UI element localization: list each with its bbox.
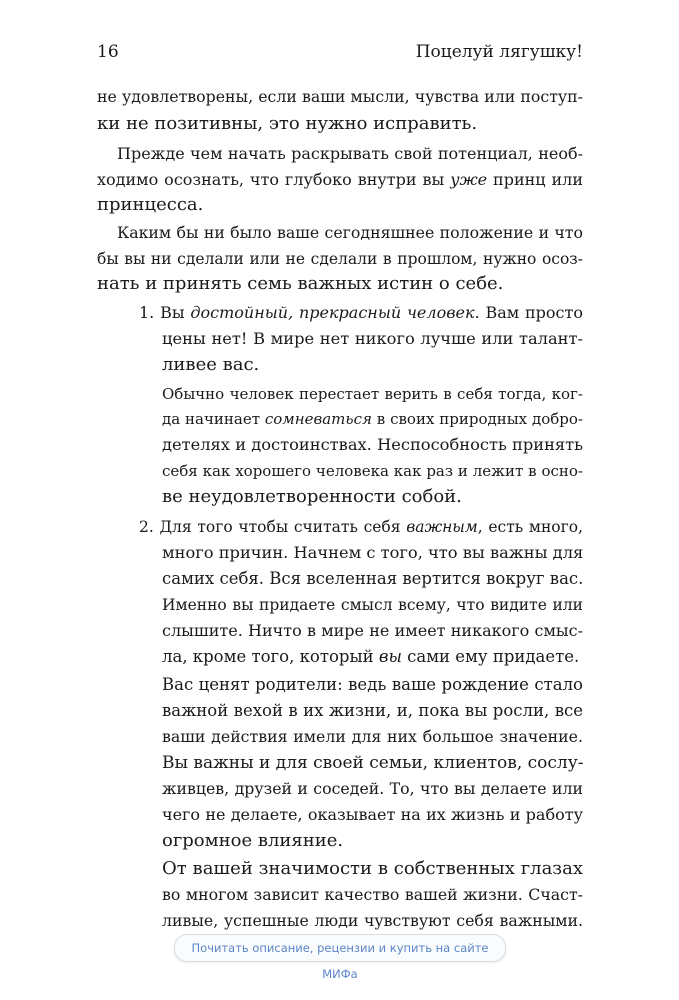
list-item-line: слышите. Ничто в мире не имеет никакого смыс- — [162, 621, 583, 640]
page-number: 16 — [97, 42, 119, 62]
list-item-line: себя как хорошего человека как раз и лежит в осно- — [162, 462, 583, 480]
list-item-line: ваши действия имели для них большое значение. — [162, 727, 583, 746]
list-item-line: ливее вас. — [162, 354, 260, 375]
list-item-line: много причин. Начнем с того, что вы важны для — [162, 543, 584, 562]
list-item-line: цены нет! В мире нет никого лучше или талант- — [162, 329, 583, 348]
list-item-line: самих себя. Вся вселенная вертится вокруг вас. — [162, 569, 584, 588]
paragraph-line: ходимо осознать, что глубоко внутри вы уже принц или — [97, 170, 584, 189]
paragraph-line: нать и принять семь важных истин о себе. — [97, 273, 504, 294]
paragraph-line: Прежде чем начать раскрывать свой потенциал, необ- — [117, 144, 583, 163]
list-item-line: огромное влияние. — [162, 830, 344, 851]
running-title: Поцелуй лягушку! — [415, 42, 583, 62]
paragraph-line: не удовлетворены, если ваши мысли, чувства или поступ- — [97, 87, 583, 106]
paragraph-line: ки не позитивны, это нужно исправить. — [97, 113, 478, 134]
paragraph-line: бы вы ни сделали или не сделали в прошлом, нужно осоз- — [97, 250, 583, 268]
list-item-line: чего не делаете, оказывает на их жизнь и работу — [162, 805, 583, 824]
list-item-line: важной вехой в их жизни, и, пока вы росли, все — [162, 701, 583, 720]
paragraph-line: принцесса. — [97, 194, 204, 215]
list-item-line: От вашей значимости в собственных глазах — [162, 858, 583, 879]
list-item-line: живцев, друзей и соседей. То, что вы делаете или — [162, 779, 583, 798]
list-item-line: детелях и достоинствах. Неспособность принять — [162, 435, 583, 454]
list-item-line: да начинает сомневаться в своих природных добро- — [162, 410, 583, 428]
list-item-line: ла, кроме того, который вы сами ему придаете. — [162, 647, 580, 666]
list-item-line: Именно вы придаете смысл всему, что видите или — [162, 596, 583, 614]
list-item-line: 1. Вы достойный, прекрасный человек. Вам просто — [139, 303, 583, 322]
page-header — [97, 42, 583, 66]
list-item-line: Вас ценят родители: ведь ваше рождение стало — [162, 675, 583, 694]
list-item-line: Обычно человек перестает верить в себя тогда, ког- — [162, 385, 583, 403]
list-item-line: Вы важны и для своей семьи, клиентов, сослу- — [162, 753, 584, 773]
list-item-line: ве неудовлетворенности собой. — [162, 486, 462, 507]
list-item-line: во многом зависит качество вашей жизни. Счаст- — [162, 885, 583, 904]
list-item-line: ливые, успешные люди чувствуют себя важными. — [162, 911, 583, 930]
list-item-line: 2. Для того чтобы считать себя важным, есть много, — [139, 518, 584, 536]
buy-book-link[interactable]: Почитать описание, рецензии и купить на сайте МИФа — [174, 934, 506, 962]
paragraph-line: Каким бы ни было ваше сегодняшнее положение и что — [117, 223, 583, 242]
